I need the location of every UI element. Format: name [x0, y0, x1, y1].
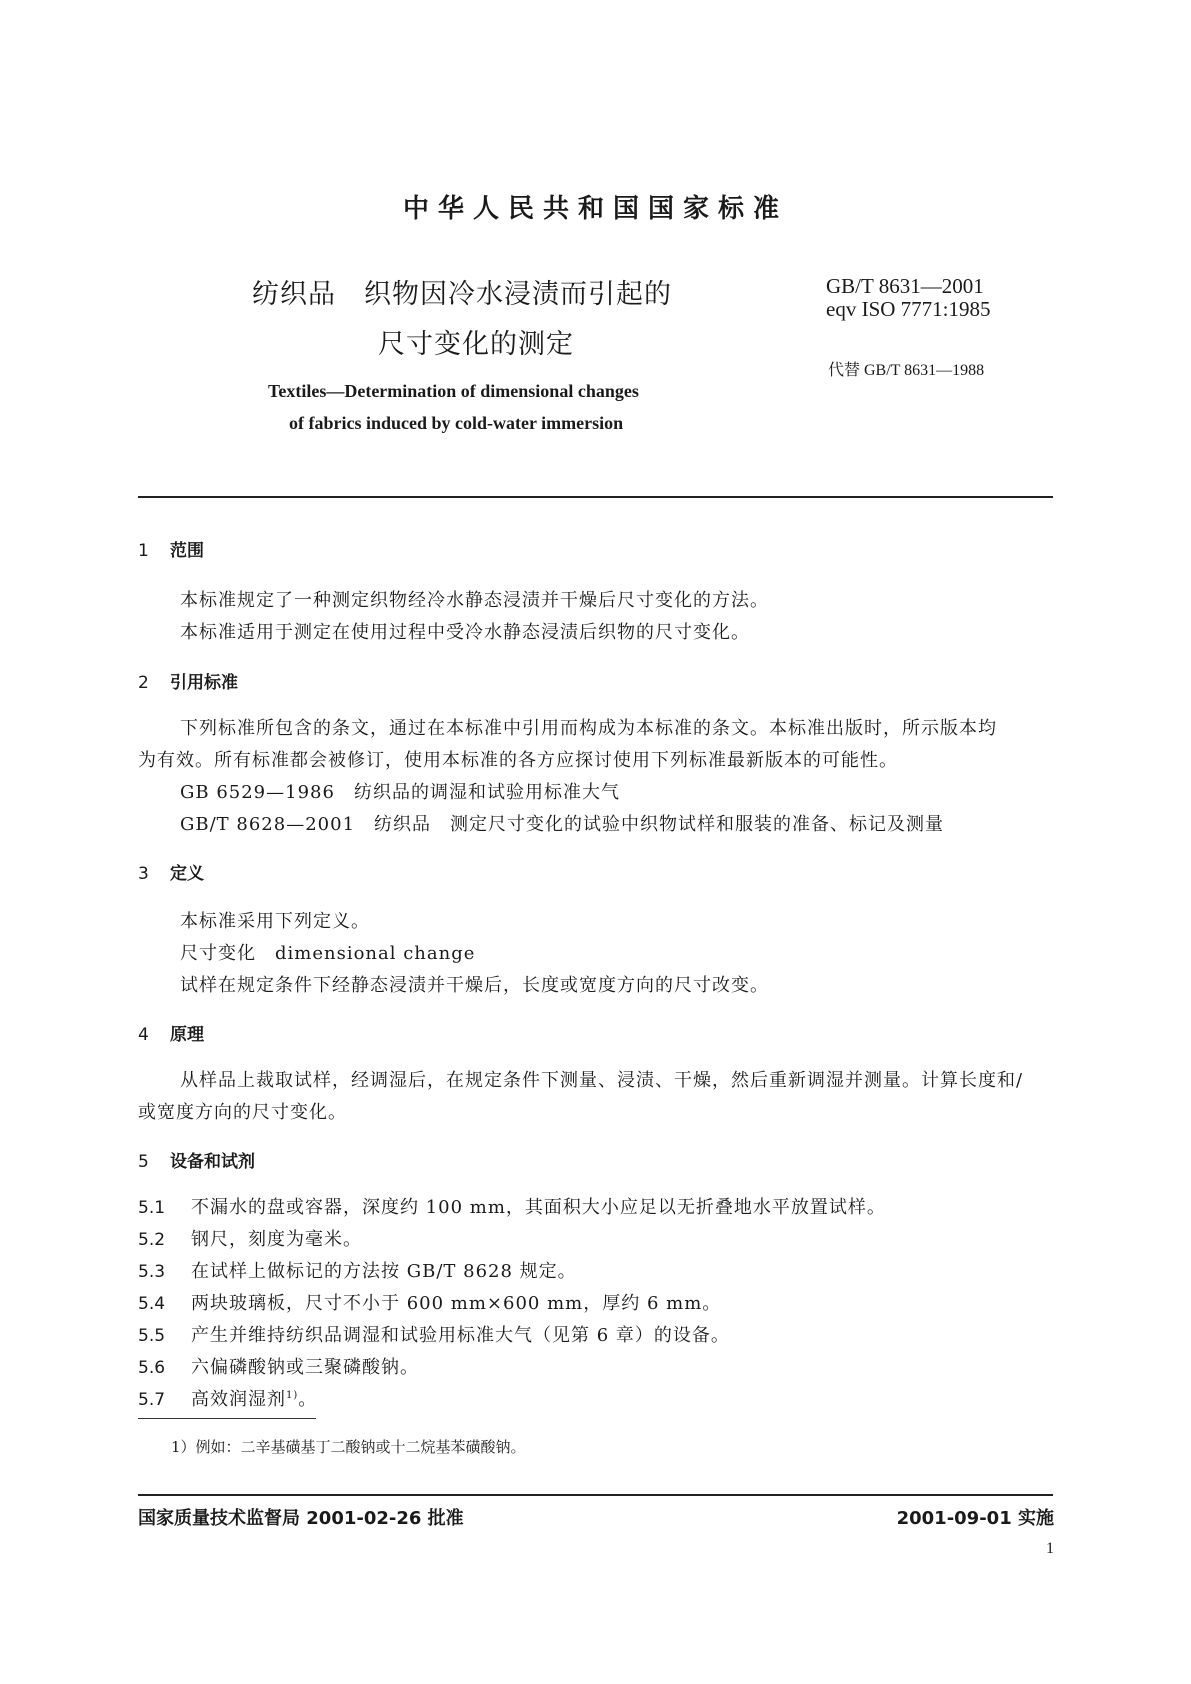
item-text: 两块玻璃板，尺寸不小于 600 mm×600 mm，厚约 6 mm。 [191, 1293, 722, 1314]
reference-item: GB/T 8628—2001 纺织品 测定尺寸变化的试验中织物试样和服装的准备、标记及测量 [180, 814, 945, 835]
list-item [138, 1257, 577, 1283]
english-title-line1: Textiles—Determination of dimensional changes [268, 381, 639, 401]
defined-term: 尺寸变化 dimensional change [180, 943, 476, 964]
item-text: 钢尺，刻度为毫米。 [191, 1229, 362, 1250]
section-title: 原理 [170, 1025, 204, 1045]
section-number: 2 [138, 673, 149, 693]
footer-divider [138, 1494, 1053, 1496]
item-text: 不漏水的盘或容器，深度约 100 mm，其面积大小应足以无折叠地水平放置试样。 [191, 1197, 886, 1218]
paragraph-continuation: 或宽度方向的尺寸变化。 [138, 1102, 347, 1123]
item-number: 5.6 [138, 1358, 166, 1378]
list-item [138, 1289, 721, 1315]
section-heading-normative-references [138, 668, 238, 693]
section-heading-definitions [138, 859, 204, 884]
list-item [138, 1225, 362, 1251]
item-text: 高效润湿剂 [191, 1389, 286, 1410]
equivalent-standard: eqv ISO 7771:1985 [826, 297, 991, 321]
item-number: 5.4 [138, 1294, 166, 1314]
item-text: 在试样上做标记的方法按 GB/T 8628 规定。 [191, 1261, 577, 1282]
national-standard-heading: 中华人民共和国国家标准 [402, 194, 788, 224]
footnote-divider [138, 1418, 316, 1419]
item-number: 5.3 [138, 1262, 166, 1282]
footnote-marker: 1) [286, 1390, 299, 1401]
list-item [138, 1193, 886, 1219]
standard-code: GB/T 8631—2001 [826, 274, 984, 298]
section-title: 定义 [170, 864, 204, 884]
item-text-tail: 。 [298, 1389, 318, 1410]
section-number: 1 [138, 541, 149, 561]
document-title-line1: 纺织品 织物因冷水浸渍而引起的 [252, 279, 672, 310]
section-title: 范围 [170, 541, 204, 561]
item-number: 5.7 [138, 1390, 166, 1410]
section-number: 4 [138, 1025, 149, 1045]
paragraph: 本标准采用下列定义。 [180, 911, 370, 932]
paragraph-continuation: 为有效。所有标准都会被修订，使用本标准的各方应探讨使用下列标准最新版本的可能性。 [138, 750, 898, 771]
item-number: 5.1 [138, 1198, 166, 1218]
item-number: 5.2 [138, 1230, 166, 1250]
replaces-standard: 代替 GB/T 8631—1988 [828, 362, 985, 379]
section-heading-principle [138, 1020, 204, 1045]
page-number: 1 [1046, 1540, 1054, 1557]
item-text: 产生并维持纺织品调湿和试验用标准大气（见第 6 章）的设备。 [191, 1325, 730, 1346]
section-number: 5 [138, 1152, 149, 1172]
reference-item: GB 6529—1986 纺织品的调湿和试验用标准大气 [180, 782, 620, 803]
list-item [138, 1321, 730, 1347]
header-divider [138, 496, 1053, 498]
item-text: 六偏磷酸钠或三聚磷酸钠。 [191, 1357, 419, 1378]
section-title: 设备和试剂 [170, 1152, 255, 1172]
section-heading-scope [138, 536, 204, 561]
list-item [138, 1385, 317, 1411]
approval-date: 国家质量技术监督局 2001-02-26 批准 [138, 1508, 464, 1529]
term-definition: 试样在规定条件下经静态浸渍并干燥后，长度或宽度方向的尺寸改变。 [180, 975, 769, 996]
footnote: 1）例如：二辛基磺基丁二酸钠或十二烷基苯磺酸钠。 [171, 1438, 526, 1456]
section-title: 引用标准 [170, 673, 238, 693]
paragraph: 从样品上裁取试样，经调湿后，在规定条件下测量、浸渍、干燥，然后重新调湿并测量。计算长度和/ [180, 1070, 1024, 1091]
english-title-line2: of fabrics induced by cold-water immersion [289, 413, 624, 433]
paragraph: 下列标准所包含的条文，通过在本标准中引用而构成为本标准的条文。本标准出版时，所示版本均 [180, 718, 997, 739]
item-number: 5.5 [138, 1326, 166, 1346]
effective-date: 2001-09-01 实施 [896, 1508, 1054, 1529]
paragraph: 本标准适用于测定在使用过程中受冷水静态浸渍后织物的尺寸变化。 [180, 622, 750, 643]
section-number: 3 [138, 864, 149, 884]
document-title-line2: 尺寸变化的测定 [378, 329, 574, 360]
section-heading-apparatus [138, 1147, 255, 1172]
paragraph: 本标准规定了一种测定织物经冷水静态浸渍并干燥后尺寸变化的方法。 [180, 590, 769, 611]
list-item [138, 1353, 419, 1379]
